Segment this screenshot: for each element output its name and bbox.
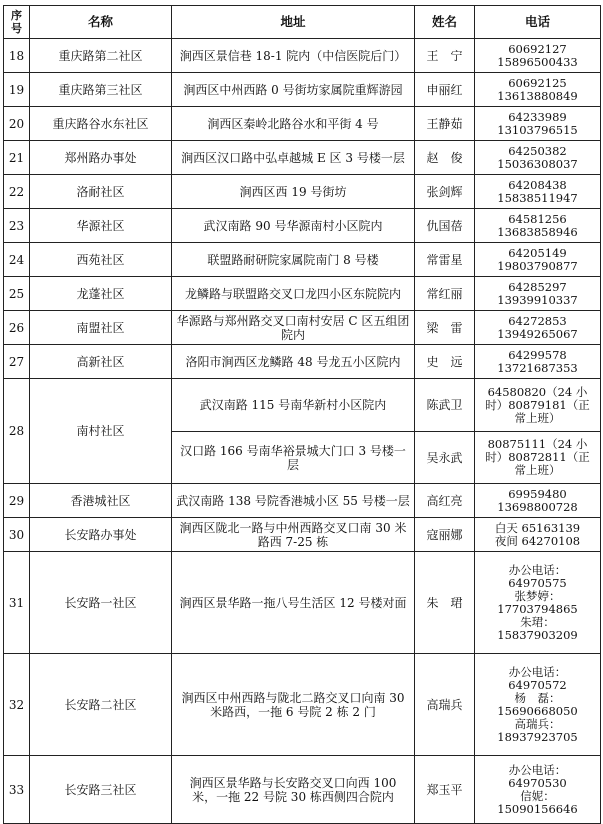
row-person: 寇丽娜	[415, 518, 475, 552]
row-phone	[475, 484, 601, 518]
row-person: 王 宁	[415, 39, 475, 73]
table-row	[4, 484, 601, 518]
row-person: 申丽红	[415, 73, 475, 107]
table-row	[4, 209, 601, 243]
row-address: 华源路与郑州路交叉口南村安居 C 区五组团院内	[172, 311, 415, 345]
row-no: 29	[4, 484, 30, 518]
table-row	[4, 243, 601, 277]
row-name: 南村社区	[30, 379, 172, 484]
table-row	[4, 277, 601, 311]
row-address: 龙鳞路与联盟路交叉口龙四小区东院院内	[172, 277, 415, 311]
row-no: 23	[4, 209, 30, 243]
header-no: 序号	[4, 6, 30, 39]
phone-line: 张梦婷：	[514, 588, 561, 603]
row-no: 24	[4, 243, 30, 277]
row-no: 33	[4, 756, 30, 824]
row-person: 郑玉平	[415, 756, 475, 824]
row-phone	[475, 379, 601, 432]
row-person: 常雷星	[415, 243, 475, 277]
row-name: 重庆路第三社区	[30, 73, 172, 107]
phone-line: 朱珺：	[520, 614, 555, 629]
row-no: 32	[4, 654, 30, 756]
row-no: 28	[4, 379, 30, 484]
row-person: 吴永武	[415, 432, 475, 484]
phone-line: 15896500433	[497, 54, 578, 69]
phone-line: 64205149	[508, 245, 567, 260]
phone-line: 13939910337	[497, 292, 578, 307]
phone-line: 64272853	[508, 313, 567, 328]
header-name: 名称	[30, 6, 172, 39]
header-phone: 电话	[475, 6, 601, 39]
row-person: 常红丽	[415, 277, 475, 311]
row-name: 长安路二社区	[30, 654, 172, 756]
row-no: 18	[4, 39, 30, 73]
row-name: 华源社区	[30, 209, 172, 243]
row-name: 龙蓬社区	[30, 277, 172, 311]
phone-line: 64970575	[508, 575, 567, 590]
phone-line: 办公电话：	[508, 562, 567, 577]
row-address: 洛阳市涧西区龙鳞路 48 号龙五小区院内	[172, 345, 415, 379]
phone-line: 60692127	[508, 41, 567, 56]
phone-line: 13949265067	[497, 326, 578, 341]
phone-line: 13721687353	[497, 360, 578, 375]
row-phone	[475, 654, 601, 756]
table-row	[4, 654, 601, 756]
row-no: 22	[4, 175, 30, 209]
phone-line: 夜间 64270108	[494, 533, 581, 548]
row-person: 梁 雷	[415, 311, 475, 345]
row-phone	[475, 277, 601, 311]
row-phone	[475, 209, 601, 243]
phone-line: 15837903209	[497, 627, 578, 642]
table-row	[4, 107, 601, 141]
row-name: 长安路办事处	[30, 518, 172, 552]
row-person: 朱 珺	[415, 552, 475, 654]
row-address: 涧西区中州西路 0 号街坊家属院重辉游园	[172, 73, 415, 107]
row-address: 涧西区西 19 号街坊	[172, 175, 415, 209]
phone-line: 64970530	[508, 775, 567, 790]
phone-line: 13613880849	[497, 88, 578, 103]
row-address: 武汉南路 90 号华源南村小区院内	[172, 209, 415, 243]
row-name: 郑州路办事处	[30, 141, 172, 175]
phone-line: 64233989	[508, 109, 567, 124]
phone-line: 常上班）	[514, 463, 561, 477]
header-row	[4, 6, 601, 39]
phone-line: 18937923705	[497, 729, 578, 744]
row-no: 30	[4, 518, 30, 552]
phone-line: 15690668050	[497, 703, 578, 718]
row-address: 汉口路 166 号南华裕景城大门口 3 号楼一层	[172, 432, 415, 484]
row-name: 长安路三社区	[30, 756, 172, 824]
row-address: 涧西区汉口路中弘卓越城 E 区 3 号楼一层	[172, 141, 415, 175]
row-phone	[475, 175, 601, 209]
phone-line: 时）80872811（正	[485, 450, 590, 464]
row-person: 赵 俊	[415, 141, 475, 175]
row-phone	[475, 432, 601, 484]
phone-line: 80875111（24 小	[487, 437, 588, 451]
phone-line: 13698800728	[497, 499, 578, 514]
phone-line: 时）80879181（正	[485, 397, 590, 412]
table-row	[4, 345, 601, 379]
phone-line: 白天 65163139	[494, 520, 581, 535]
row-no: 31	[4, 552, 30, 654]
phone-line: 杨 磊：	[514, 690, 561, 705]
row-no: 21	[4, 141, 30, 175]
phone-line: 60692125	[508, 75, 567, 90]
phone-line: 15090156646	[497, 801, 578, 816]
row-phone	[475, 311, 601, 345]
table-row	[4, 379, 601, 432]
row-person: 高瑞兵	[415, 654, 475, 756]
phone-line: 69959480	[508, 486, 567, 501]
phone-line: 13103796515	[497, 122, 578, 137]
phone-line: 信妮：	[520, 788, 555, 803]
row-no: 26	[4, 311, 30, 345]
row-address: 涧西区陇北一路与中州西路交叉口南 30 米路西 7-25 栋	[172, 518, 415, 552]
community-contact-table	[3, 5, 601, 824]
row-phone	[475, 73, 601, 107]
row-address: 涧西区景华路与长安路交叉口向西 100 米，一拖 22 号院 30 栋西侧四合院内	[172, 756, 415, 824]
phone-line: 19803790877	[497, 258, 578, 273]
row-address: 武汉南路 115 号南华新村小区院内	[172, 379, 415, 432]
phone-line: 64285297	[508, 279, 567, 294]
phone-line: 17703794865	[497, 601, 578, 616]
phone-line: 64208438	[508, 177, 567, 192]
row-name: 洛耐社区	[30, 175, 172, 209]
row-address: 涧西区中州西路与陇北二路交叉口向南 30 米路西，一拖 6 号院 2 栋 2 门	[172, 654, 415, 756]
phone-line: 13683858946	[497, 224, 578, 239]
row-address: 涧西区秦岭北路谷水和平街 4 号	[172, 107, 415, 141]
row-phone	[475, 552, 601, 654]
row-name: 重庆路谷水东社区	[30, 107, 172, 141]
row-name: 香港城社区	[30, 484, 172, 518]
phone-line: 办公电话：	[508, 762, 567, 777]
header-address: 地址	[172, 6, 415, 39]
row-name: 长安路一社区	[30, 552, 172, 654]
table-row	[4, 175, 601, 209]
row-address: 涧西区景信巷 18-1 院内（中信医院后门）	[172, 39, 415, 73]
phone-line: 64580820（24 小	[487, 384, 588, 399]
table-row	[4, 73, 601, 107]
row-name: 重庆路第二社区	[30, 39, 172, 73]
phone-line: 64250382	[508, 143, 567, 158]
phone-line: 常上班）	[514, 410, 561, 425]
row-no: 27	[4, 345, 30, 379]
row-phone	[475, 141, 601, 175]
phone-line: 64581256	[508, 211, 567, 226]
phone-line: 15036308037	[497, 156, 578, 171]
row-person: 张剑辉	[415, 175, 475, 209]
row-name: 南盟社区	[30, 311, 172, 345]
row-phone	[475, 756, 601, 824]
row-no: 19	[4, 73, 30, 107]
phone-line: 15838511947	[497, 190, 578, 205]
table-row	[4, 311, 601, 345]
phone-line: 64299578	[508, 347, 567, 362]
row-address: 涧西区景华路一拖八号生活区 12 号楼对面	[172, 552, 415, 654]
row-phone	[475, 518, 601, 552]
row-person: 仇国蓓	[415, 209, 475, 243]
phone-line: 64970572	[508, 677, 567, 692]
row-phone	[475, 39, 601, 73]
table-row	[4, 141, 601, 175]
header-person: 姓名	[415, 6, 475, 39]
row-name: 西苑社区	[30, 243, 172, 277]
row-phone	[475, 243, 601, 277]
row-phone	[475, 107, 601, 141]
row-person: 史 远	[415, 345, 475, 379]
row-address: 联盟路耐研院家属院南门 8 号楼	[172, 243, 415, 277]
phone-line: 办公电话：	[508, 664, 567, 679]
row-phone	[475, 345, 601, 379]
row-person: 陈武卫	[415, 379, 475, 432]
table-row	[4, 518, 601, 552]
row-no: 20	[4, 107, 30, 141]
table-row	[4, 756, 601, 824]
row-name: 高新社区	[30, 345, 172, 379]
table-row	[4, 39, 601, 73]
row-address: 武汉南路 138 号院香港城小区 55 号楼一层	[172, 484, 415, 518]
row-no: 25	[4, 277, 30, 311]
row-person: 高红亮	[415, 484, 475, 518]
row-person: 王静茹	[415, 107, 475, 141]
phone-line: 高瑞兵：	[514, 716, 561, 731]
table-row	[4, 552, 601, 654]
